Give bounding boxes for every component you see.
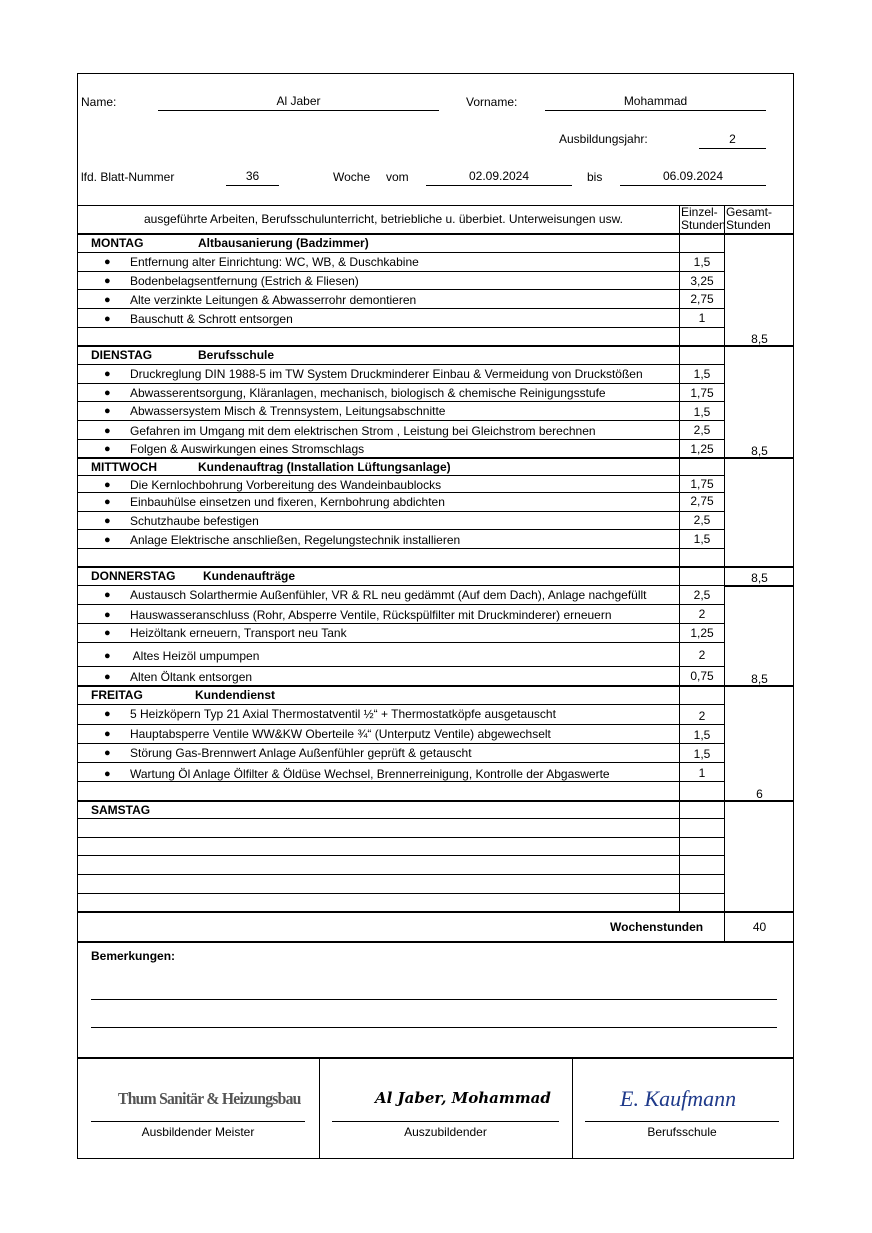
name-label: Name: [81, 95, 117, 109]
topic-donnerstag: Kundenaufträge [203, 569, 296, 583]
topic-montag: Altbausanierung (Badzimmer) [198, 236, 369, 250]
row-line [77, 383, 724, 384]
bullet-icon: ● [104, 313, 111, 325]
bullet-icon: ● [104, 650, 111, 662]
day-separator [77, 685, 794, 687]
entry-text: Alten Öltank entsorgen [130, 670, 253, 684]
entry-hours[interactable]: 1,5 [693, 728, 711, 742]
row-line [77, 604, 724, 605]
entry-text: Bodenbelagsentfernung (Estrich & Fliesen) [130, 274, 359, 288]
entry-text: Abwasserentsorgung, Kläranlagen, mechanisch, biologisch & chemische Reinigungsstufe [130, 386, 606, 400]
entry-hours[interactable]: 2,75 [690, 292, 714, 306]
entry-hours[interactable]: 2 [698, 607, 706, 621]
day-freitag: FREITAG [91, 688, 143, 702]
meister-signature-line[interactable] [91, 1121, 305, 1122]
bullet-icon: ● [104, 405, 111, 417]
ausbildungsjahr-label: Ausbildungsjahr: [559, 132, 648, 146]
entry-hours[interactable]: 1,75 [690, 386, 714, 400]
row-line [77, 837, 724, 838]
entry-text: Druckreglung DIN 1988-5 im TW System Druckminderer Einbau & Vermeidung von Druckstößen [130, 367, 643, 381]
bullet-icon: ● [104, 479, 111, 491]
row-line [77, 704, 724, 705]
row-line [77, 855, 724, 856]
name-field[interactable]: Al Jaber [158, 94, 439, 111]
bullet-icon: ● [104, 728, 111, 740]
entry-text: Folgen & Auswirkungen eines Stromschlags [130, 442, 365, 456]
bullet-icon: ● [104, 627, 111, 639]
entry-hours[interactable]: 1,25 [690, 442, 714, 456]
schule-label: Berufsschule [647, 1125, 717, 1139]
bullet-icon: ● [104, 368, 111, 380]
bullet-icon: ● [104, 534, 111, 546]
entry-text: Hauswasseranschluss (Rohr, Absperre Ventile, Rückspülfilter mit Druckminderer) erneuern [130, 608, 612, 622]
day-separator [724, 585, 794, 587]
entry-hours[interactable]: 1 [698, 766, 706, 780]
signature-divider [319, 1057, 320, 1158]
entry-text: Austausch Solarthermie Außenfühler, VR & RL neu gedämmt (Auf dem Dach), Anlage nachgefüllt [130, 588, 647, 602]
entry-hours[interactable]: 2,75 [690, 494, 714, 508]
row-line [77, 511, 724, 512]
entry-text: Entfernung alter Einrichtung: WC, WB, & Duschkabine [130, 255, 419, 269]
day-separator [77, 457, 794, 459]
signature-divider [572, 1057, 573, 1158]
entry-text: 5 Heizköpern Typ 21 Axial Thermostatventil ½“ + Thermostatköpfe ausgetauscht [130, 707, 556, 721]
row-line [77, 666, 724, 667]
day-dienstag: DIENSTAG [91, 348, 153, 362]
row-line [77, 289, 724, 290]
vom-date-field[interactable]: 02.09.2024 [426, 169, 572, 186]
entry-hours[interactable]: 1,5 [693, 255, 711, 269]
row-line [77, 893, 724, 894]
day-total[interactable]: 8,5 [751, 444, 768, 458]
ausbildungsjahr-field[interactable]: 2 [699, 132, 766, 149]
topic-mittwoch: Kundenauftrag (Installation Lüftungsanlage) [198, 460, 451, 474]
day-total[interactable]: 8,5 [751, 332, 768, 346]
entry-hours[interactable]: 2 [698, 648, 706, 662]
row-line [77, 327, 724, 328]
entry-hours[interactable]: 0,75 [690, 669, 714, 683]
table-bottom-border [77, 911, 794, 913]
day-mittwoch: MITTWOCH [91, 460, 157, 474]
vom-label: vom [386, 170, 409, 184]
row-line [77, 252, 724, 253]
entry-hours[interactable]: 2,5 [693, 588, 711, 602]
entry-text: Schutzhaube befestigen [130, 514, 259, 528]
day-total[interactable]: 8,5 [751, 571, 768, 585]
bullet-icon: ● [104, 443, 111, 455]
woche-label: Woche [333, 170, 371, 184]
meister-stamp: Thum Sanitär & Heizungsbau [118, 1089, 301, 1108]
entry-text: Abwassersystem Misch & Trennsystem, Leitungsabschnitte [130, 404, 446, 418]
bullet-icon: ● [104, 256, 111, 268]
bullet-icon: ● [104, 387, 111, 399]
entry-hours[interactable]: 1,25 [690, 626, 714, 640]
row-line [77, 762, 724, 763]
row-line [77, 623, 724, 624]
einzel-header-line2: Stunden [681, 218, 726, 232]
remarks-line[interactable] [91, 1027, 777, 1028]
row-line [77, 308, 724, 309]
entry-text: Anlage Elektrische anschließen, Regelungstechnik installieren [130, 533, 461, 547]
entry-text: Einbauhülse einsetzen und fixeren, Kernbohrung abdichten [130, 495, 445, 509]
entry-hours[interactable]: 2,5 [693, 513, 711, 527]
topic-dienstag: Berufsschule [198, 348, 275, 362]
summary-bottom-border [77, 941, 794, 943]
row-line [77, 492, 724, 493]
day-samstag: SAMSTAG [91, 803, 151, 817]
day-total[interactable]: 8,5 [751, 672, 768, 686]
bullet-icon: ● [104, 589, 111, 601]
entry-text: Alte verzinkte Leitungen & Abwasserrohr demontieren [130, 293, 417, 307]
gesamt-header-line1: Gesamt- [726, 205, 773, 219]
entry-hours[interactable]: 1,5 [693, 747, 711, 761]
row-line [77, 529, 724, 530]
entry-hours[interactable]: 2,5 [693, 423, 711, 437]
vorname-label: Vorname: [466, 95, 518, 109]
blatt-field[interactable]: 36 [226, 169, 279, 186]
row-line [77, 475, 724, 476]
row-line [77, 781, 724, 782]
entry-hours[interactable]: 3,25 [690, 274, 714, 288]
entry-hours[interactable]: 2 [698, 709, 706, 723]
bis-label: bis [587, 170, 603, 184]
gesamt-header-line2: Stunden [726, 218, 771, 232]
day-separator [77, 566, 794, 568]
entry-hours[interactable]: 1,5 [693, 367, 711, 381]
bullet-icon: ● [104, 294, 111, 306]
entry-text: Störung Gas-Brennwert Anlage Außenfühler geprüft & getauscht [130, 746, 472, 760]
day-total[interactable]: 6 [756, 787, 763, 801]
bullet-icon: ● [104, 671, 111, 683]
activities-column-header: ausgeführte Arbeiten, Berufsschulunterricht, betriebliche u. überbiet. Unterweisungen usw. [144, 212, 623, 226]
bullet-icon: ● [104, 768, 111, 780]
azubi-signature: Al Jaber, Mohammad [375, 1089, 551, 1107]
bullet-icon: ● [104, 609, 111, 621]
day-montag: MONTAG [91, 236, 144, 250]
row-line [77, 364, 724, 365]
wochenstunden-label: Wochenstunden [610, 920, 704, 934]
bullet-icon: ● [104, 708, 111, 720]
row-line [77, 548, 724, 549]
row-line [77, 439, 724, 440]
entry-text: Hauptabsperre Ventile WW&KW Oberteile ¾“ (Unterputz Ventile) abgewechselt [130, 727, 551, 741]
row-line [77, 420, 724, 421]
row-line [77, 642, 724, 643]
azubi-signature-line[interactable] [332, 1121, 559, 1122]
table-header-border [77, 233, 794, 235]
wochenstunden-value[interactable]: 40 [752, 920, 767, 934]
bullet-icon: ● [104, 496, 111, 508]
day-separator [77, 345, 794, 347]
entry-text: Wartung Öl Anlage Ölfilter & Öldüse Wechsel, Brennerreinigung, Kontrolle der Abgaswerte [130, 767, 610, 781]
entry-hours[interactable]: 1,5 [693, 405, 711, 419]
remarks-line[interactable] [91, 999, 777, 1000]
entry-text: Heizöltank erneuern, Transport neu Tank [130, 626, 347, 640]
vorname-field[interactable]: Mohammad [545, 94, 766, 111]
row-line [77, 743, 724, 744]
entry-text: Bauschutt & Schrott entsorgen [130, 312, 293, 326]
bullet-icon: ● [104, 515, 111, 527]
meister-label: Ausbildender Meister [141, 1125, 255, 1139]
entry-text: Altes Heizöl umpumpen [130, 649, 260, 663]
entry-hours[interactable]: 1 [698, 311, 706, 325]
bullet-icon: ● [104, 275, 111, 287]
entry-hours[interactable]: 1,5 [693, 532, 711, 546]
entry-text: Die Kernlochbohrung Vorbereitung des Wandeinbaublocks [130, 478, 442, 492]
remarks-label: Bemerkungen: [91, 949, 176, 963]
row-line [77, 818, 724, 819]
day-donnerstag: DONNERSTAG [91, 569, 176, 583]
row-line [77, 874, 724, 875]
signature-section-border [77, 1057, 794, 1059]
bullet-icon: ● [104, 425, 111, 437]
topic-freitag: Kundendienst [195, 688, 275, 702]
entry-hours[interactable]: 1,75 [690, 477, 714, 491]
blatt-label: lfd. Blatt-Nummer [81, 170, 175, 184]
azubi-label: Auszubildender [404, 1125, 487, 1139]
row-line [77, 724, 724, 725]
entry-text: Gefahren im Umgang mit dem elektrischen Strom , Leistung bei Gleichstrom berechnen [130, 424, 596, 438]
schule-signature-line[interactable] [585, 1121, 779, 1122]
einzel-header-line1: Einzel- [681, 205, 718, 219]
schule-signature: E. Kaufmann [620, 1086, 737, 1111]
row-line [77, 401, 724, 402]
bis-date-field[interactable]: 06.09.2024 [620, 169, 766, 186]
bullet-icon: ● [104, 747, 111, 759]
day-separator [77, 800, 794, 802]
row-line [77, 271, 724, 272]
row-line [77, 585, 724, 586]
